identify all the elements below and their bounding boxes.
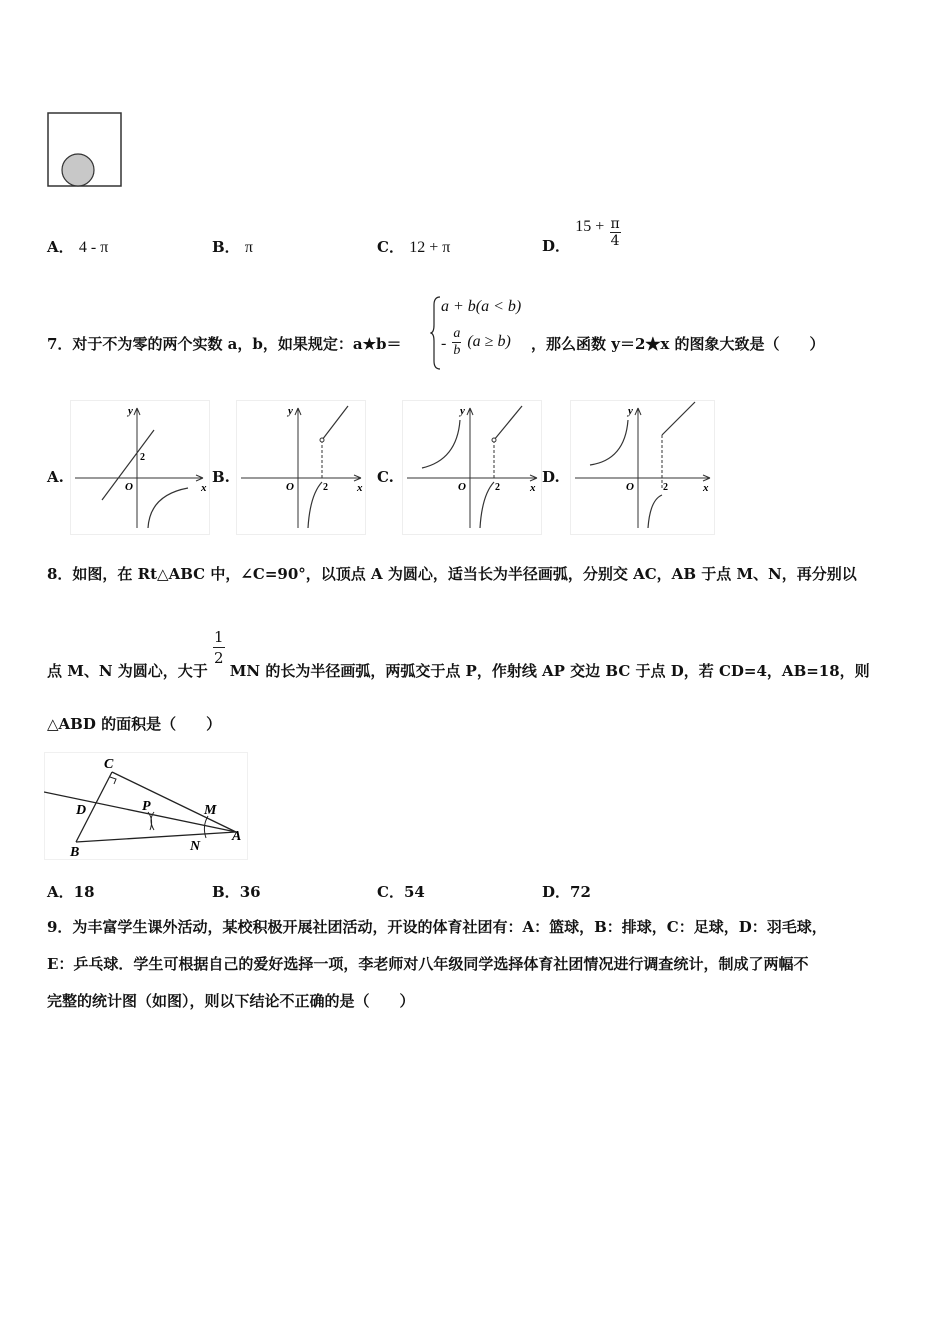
q8-option-c[interactable] bbox=[377, 881, 425, 902]
frac-denominator: 4 bbox=[610, 233, 620, 249]
label-d: D bbox=[76, 803, 87, 818]
graph-a[interactable] bbox=[70, 400, 210, 535]
option-value: π bbox=[244, 239, 253, 256]
option-label: C． bbox=[377, 238, 404, 256]
line-graph bbox=[322, 406, 348, 440]
q7-option-c[interactable]: C. bbox=[377, 468, 394, 486]
case2-fraction bbox=[452, 326, 461, 359]
graph-b[interactable] bbox=[236, 400, 366, 535]
graph-c[interactable] bbox=[402, 400, 542, 535]
hyperbola-branch bbox=[308, 482, 322, 528]
side-ca bbox=[112, 772, 236, 832]
case2-sign: - bbox=[441, 335, 447, 353]
origin-label: O bbox=[458, 481, 466, 493]
q7-stem-after: ，那么函数 y＝2★x 的图象大致是（ ） bbox=[531, 335, 825, 353]
option-label: A． bbox=[47, 883, 74, 901]
q8-option-d[interactable] bbox=[542, 881, 591, 902]
q7-stem-before: 7．对于不为零的两个实数 a，b，如果规定：a★b＝ bbox=[47, 335, 402, 353]
q8-stem-line-1: 8．如图，在 Rt△ABC 中，∠C=90°，以顶点 A 为圆心，适当长为半径画弧，分别交 AC，AB 于点 M、N，再分别以 bbox=[47, 565, 857, 583]
frac-numerator: a bbox=[453, 326, 461, 341]
label-a: A bbox=[232, 829, 242, 844]
tick-2-label: 2 bbox=[495, 482, 500, 493]
q6-option-d[interactable] bbox=[542, 216, 621, 255]
option-label: D． bbox=[542, 236, 571, 255]
line2-before: 点 M、N 为圆心，大于 bbox=[47, 661, 208, 680]
origin-label: O bbox=[286, 481, 294, 493]
option-label: B． bbox=[212, 238, 240, 256]
frac-denominator: 2 bbox=[214, 649, 224, 667]
half-fraction bbox=[213, 627, 225, 668]
frac-numerator: π bbox=[610, 216, 620, 232]
frac-denominator: b bbox=[453, 343, 461, 358]
open-endpoint bbox=[492, 438, 496, 442]
q6-option-a[interactable] bbox=[47, 236, 108, 257]
hyperbola-lower-branch bbox=[648, 495, 662, 528]
hyperbola-lower-branch bbox=[480, 482, 494, 528]
option-label: C． bbox=[377, 883, 404, 901]
tick-2-label: 2 bbox=[323, 482, 328, 493]
x-label: x bbox=[703, 482, 709, 494]
x-label: x bbox=[357, 482, 363, 494]
line-graph bbox=[662, 402, 695, 435]
line2-after: MN 的长为半径画弧，两弧交于点 P，作射线 AP 交边 BC 于点 D，若 CD=4，AB=18，则 bbox=[229, 661, 870, 680]
y-label: y bbox=[288, 405, 293, 417]
x-label: x bbox=[530, 482, 536, 494]
triangle-figure bbox=[44, 752, 248, 860]
option-value: 4 - π bbox=[78, 239, 109, 256]
q7-option-b[interactable]: B. bbox=[212, 468, 230, 486]
x-label: x bbox=[201, 482, 207, 494]
piecewise-case-2 bbox=[441, 326, 511, 359]
option-value: 18 bbox=[73, 883, 95, 901]
q6-option-b[interactable] bbox=[212, 236, 253, 257]
label-n: N bbox=[190, 839, 201, 854]
right-angle-mark bbox=[110, 777, 116, 784]
option-value: 54 bbox=[403, 883, 425, 901]
q8-stem-line-2 bbox=[47, 627, 870, 680]
y-label: y bbox=[460, 405, 465, 417]
label-p: P bbox=[142, 799, 151, 814]
label-b: B bbox=[70, 845, 80, 860]
line-graph bbox=[494, 406, 522, 440]
option-fraction bbox=[610, 216, 621, 249]
option-label: B． bbox=[212, 883, 240, 901]
hyperbola-upper-branch bbox=[422, 420, 460, 468]
q7-option-a[interactable]: A. bbox=[47, 468, 64, 486]
q8-option-b[interactable] bbox=[212, 881, 261, 902]
option-value: 72 bbox=[570, 883, 591, 901]
y-label: y bbox=[628, 405, 633, 417]
arc-mn bbox=[204, 816, 208, 838]
circle-shape bbox=[62, 154, 94, 186]
q9-stem-line-1: 9．为丰富学生课外活动，某校积极开展社团活动，开设的体育社团有：A：篮球，B：排球，C：足球，D：羽毛球， bbox=[47, 918, 827, 936]
q9-stem-line-3: 完整的统计图（如图），则以下结论不正确的是（ ） bbox=[47, 992, 415, 1010]
hyperbola-branch bbox=[148, 488, 188, 528]
open-endpoint bbox=[320, 438, 324, 442]
q8-stem-line-3: △ABD 的面积是（ ） bbox=[47, 715, 222, 733]
piecewise-case-1: a + b(a < b) bbox=[441, 298, 522, 315]
option-label: D． bbox=[542, 883, 571, 901]
side-ba bbox=[76, 832, 236, 842]
tick-2-label: 2 bbox=[140, 452, 145, 463]
origin-label: O bbox=[125, 481, 133, 493]
option-value: 36 bbox=[239, 883, 261, 901]
frac-numerator: 1 bbox=[214, 628, 224, 646]
q8-option-a[interactable] bbox=[47, 881, 95, 902]
square-circle-figure bbox=[44, 110, 134, 192]
option-value: 12 + π bbox=[409, 239, 451, 256]
label-m: M bbox=[204, 803, 217, 818]
case2-condition: (a ≥ b) bbox=[467, 333, 511, 351]
label-c: C bbox=[104, 757, 114, 772]
option-label: A． bbox=[47, 238, 74, 256]
hyperbola-upper-branch bbox=[590, 420, 628, 465]
tick-2-label: 2 bbox=[663, 482, 668, 493]
origin-label: O bbox=[626, 481, 634, 493]
option-value-prefix: 15 + bbox=[575, 217, 605, 235]
q7-option-d[interactable]: D. bbox=[542, 468, 560, 486]
q9-stem-line-2: E：乒乓球．学生可根据自己的爱好选择一项，李老师对八年级同学选择体育社团情况进行调查统计，制成了两幅不 bbox=[47, 955, 809, 973]
y-label: y bbox=[128, 405, 133, 417]
graph-d[interactable] bbox=[570, 400, 715, 535]
q6-option-c[interactable] bbox=[377, 236, 450, 257]
